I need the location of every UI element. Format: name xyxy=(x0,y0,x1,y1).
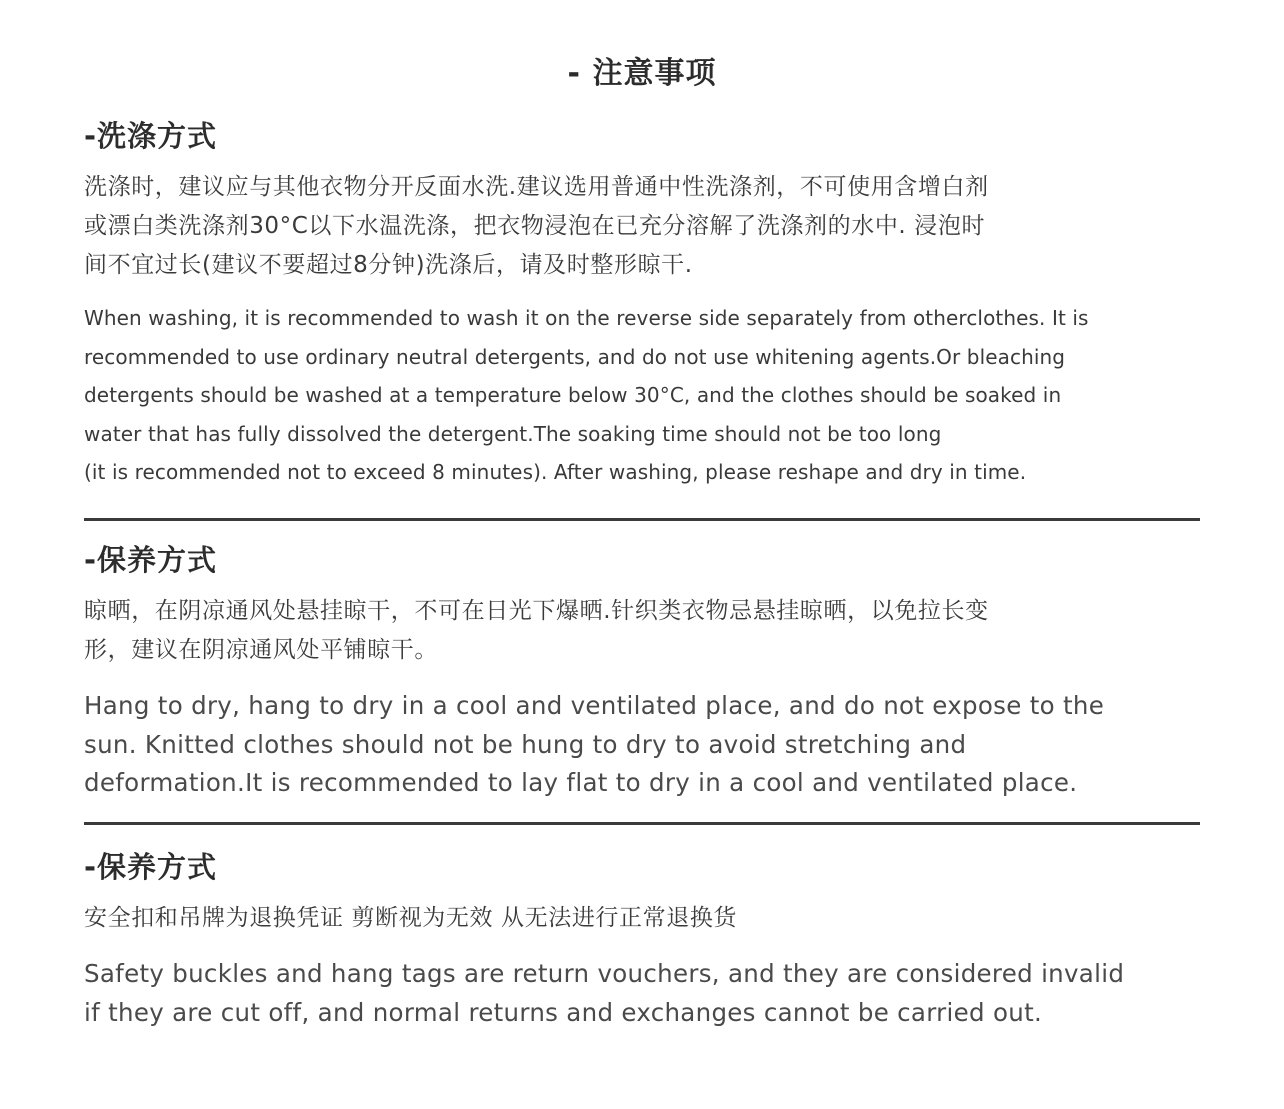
drying-method-heading: -保养方式 xyxy=(84,543,218,577)
section-divider xyxy=(84,822,1200,825)
drying-method-text-en: Hang to dry, hang to dry in a cool and ventilated place, and do not expose to the sun. Knitted clothes should not be hung to dry to avoid stretching and deformation.It is recommended to lay flat to dry in a cool and ventilated place. xyxy=(84,691,1105,797)
return-policy-text-en: Safety buckles and hang tags are return vouchers, and they are considered invalid if they are cut off, and normal returns and exchanges cannot be carried out. xyxy=(84,959,1125,1027)
drying-method-section xyxy=(84,540,1200,803)
drying-method-text-zh: 晾晒，在阴凉通风处悬挂晾干，不可在日光下爆晒.针织类衣物忌悬挂晾晒，以免拉长变 形，建议在阴凉通风处平铺晾干。 xyxy=(84,598,989,663)
section-divider xyxy=(84,518,1200,521)
washing-method-text-zh: 洗涤时，建议应与其他衣物分开反面水洗.建议选用普通中性洗涤剂，不可使用含增白剂 或漂白类洗涤剂30°C以下水温洗涤，把衣物浸泡在已充分溶解了洗涤剂的水中. 浸泡时 间不宜过长(建议不要超过8分钟)洗涤后，请及时整形晾干. xyxy=(84,174,989,278)
washing-method-text-en: When washing, it is recommended to wash it on the reverse side separately from otherclothes. It is recommended to use ordinary neutral detergents, and do not use whitening agents.Or bleaching detergents should be washed at a temperature below 30°C, and the clothes should be soaked in water that has fully dissolved the detergent.The soaking time should not be too long (it is recommended not to exceed 8 minutes). After washing, please reshape and dry in time. xyxy=(84,306,1089,485)
return-policy-heading: -保养方式 xyxy=(84,850,218,884)
washing-method-heading: -洗涤方式 xyxy=(84,119,218,153)
washing-method-section xyxy=(84,116,1200,492)
return-policy-section xyxy=(84,847,1200,1032)
return-policy-text-zh: 安全扣和吊牌为退换凭证 剪断视为无效 从无法进行正常退换货 xyxy=(84,905,738,931)
page-title: - 注意事项 xyxy=(567,56,717,91)
